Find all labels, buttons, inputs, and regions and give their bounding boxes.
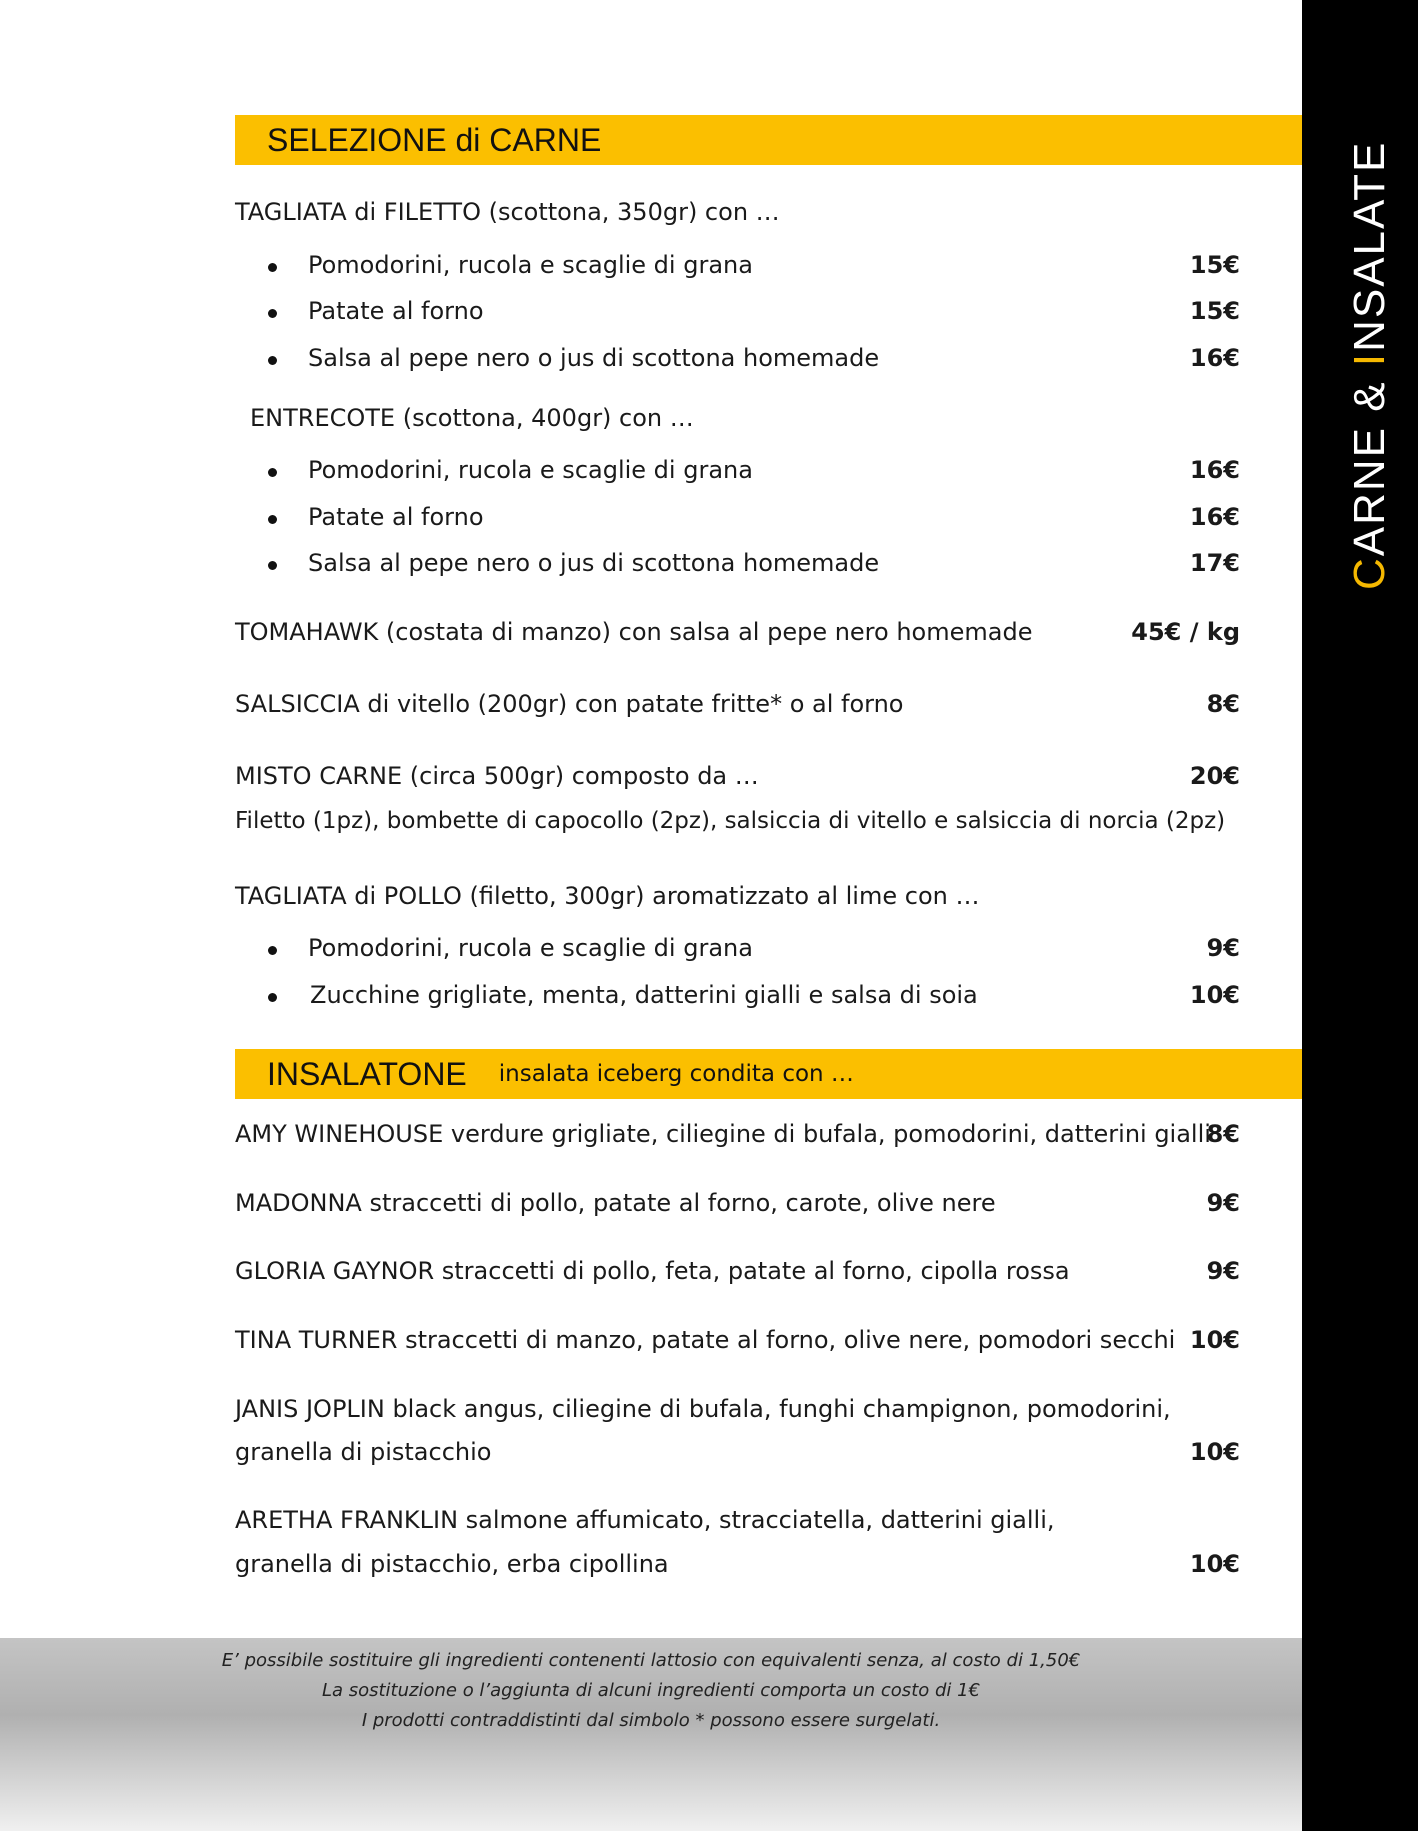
carne-section-title: SELEZIONE di CARNE (267, 121, 602, 158)
menu-item-label: Salsa al pepe nero o jus di scottona homemade (308, 549, 880, 577)
bullet (268, 561, 277, 570)
bullet (268, 946, 277, 955)
insalatone-subtitle: insalata iceberg condita con … (498, 1061, 854, 1087)
salad-label: JANIS JOPLIN black angus, ciliegine di bufala, funghi champignon, pomodorini, (235, 1395, 1171, 1423)
misto-carne-price: 20€ (1189, 762, 1240, 790)
menu-item-price: 15€ (1189, 251, 1240, 279)
salsiccia-price: 8€ (1206, 690, 1240, 718)
salad-price: 10€ (1189, 1326, 1240, 1354)
salad-label: ARETHA FRANKLIN salmone affumicato, stracciatella, datterini gialli, (235, 1506, 1055, 1534)
menu-item-label: Patate al forno (308, 503, 484, 531)
menu-item-label: Pomodorini, rucola e scaglie di grana (308, 251, 753, 279)
tagliata-filetto-heading: TAGLIATA di FILETTO (scottona, 350gr) con … (235, 198, 780, 226)
tomahawk-label: TOMAHAWK (costata di manzo) con salsa al pepe nero homemade (235, 618, 1033, 646)
menu-item-price: 17€ (1189, 549, 1240, 577)
menu-item-price: 10€ (1189, 981, 1240, 1009)
bullet (268, 356, 277, 365)
salsiccia-label: SALSICCIA di vitello (200gr) con patate fritte* o al forno (235, 690, 904, 718)
footer-note: E’ possibile sostituire gli ingredienti contenenti lattosio con equivalenti senza, al costo di 1,50€ (221, 1650, 1081, 1671)
salad-label: AMY WINEHOUSE verdure grigliate, ciliegine di bufala, pomodorini, datterini gialli (235, 1120, 1211, 1148)
footer-note: La sostituzione o l’aggiunta di alcuni ingredienti comporta un costo di 1€ (321, 1680, 981, 1701)
footer-notes (0, 1638, 1302, 1831)
bullet (268, 468, 277, 477)
tomahawk-price: 45€ / kg (1131, 618, 1240, 646)
salad-label: MADONNA straccetti di pollo, patate al forno, carote, olive nere (235, 1189, 996, 1217)
menu-item-label: Pomodorini, rucola e scaglie di grana (308, 456, 753, 484)
insalatone-section-title: INSALATONE (267, 1055, 467, 1092)
salad-price: 9€ (1206, 1257, 1240, 1285)
salad-label-cont: granella di pistacchio, erba cipollina (235, 1550, 669, 1578)
menu-item-label: Pomodorini, rucola e scaglie di grana (308, 934, 753, 962)
salad-price: 9€ (1206, 1189, 1240, 1217)
menu-item-label: Patate al forno (308, 297, 484, 325)
menu-item-label: Salsa al pepe nero o jus di scottona homemade (308, 344, 880, 372)
misto-carne-detail: Filetto (1pz), bombette di capocollo (2pz), salsiccia di vitello e salsiccia di norcia (2pz) (235, 808, 1226, 834)
menu-item-price: 15€ (1189, 297, 1240, 325)
insalatone-section-bar (235, 1049, 1302, 1099)
footer-note: I prodotti contraddistinti dal simbolo * possono essere surgelati. (361, 1710, 941, 1731)
bullet (268, 993, 277, 1002)
entrecote-heading: ENTRECOTE (scottona, 400gr) con … (250, 404, 694, 432)
salad-label: GLORIA GAYNOR straccetti di pollo, feta, patate al forno, cipolla rossa (235, 1257, 1070, 1285)
salad-label-cont: granella di pistacchio (235, 1438, 492, 1466)
carne-section-bar (235, 115, 1302, 165)
menu-item-label: Zucchine grigliate, menta, datterini gialli e salsa di soia (310, 981, 978, 1009)
tagliata-pollo-heading: TAGLIATA di POLLO (filetto, 300gr) aromatizzato al lime con … (235, 882, 980, 910)
bullet (268, 309, 277, 318)
menu-item-price: 9€ (1206, 934, 1240, 962)
menu-item-price: 16€ (1189, 344, 1240, 372)
bullet (268, 263, 277, 272)
salad-price: 10€ (1189, 1550, 1240, 1578)
side-title: CARNE & INSALATE (1345, 140, 1394, 590)
salad-label: TINA TURNER straccetti di manzo, patate al forno, olive nere, pomodori secchi (235, 1326, 1176, 1354)
salad-price: 8€ (1206, 1120, 1240, 1148)
menu-item-price: 16€ (1189, 503, 1240, 531)
menu-item-price: 16€ (1189, 456, 1240, 484)
misto-carne-label: MISTO CARNE (circa 500gr) composto da … (235, 762, 759, 790)
bullet (268, 515, 277, 524)
salad-price: 10€ (1189, 1438, 1240, 1466)
